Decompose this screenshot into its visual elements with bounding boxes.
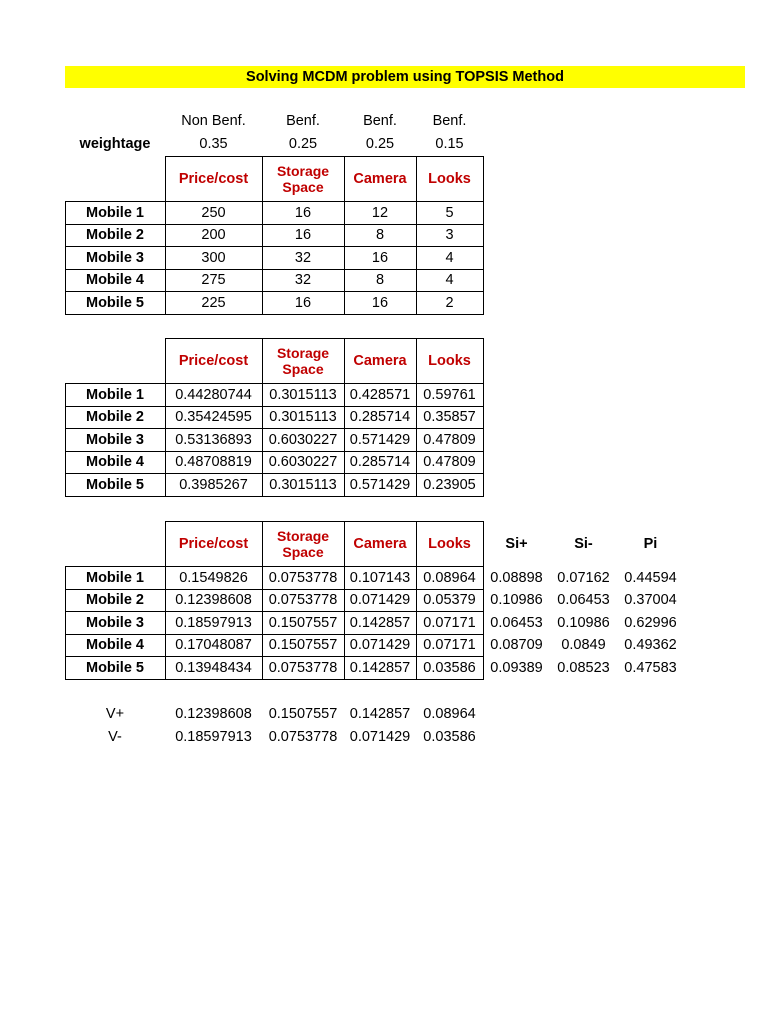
table-cell: 250 [201,204,226,221]
table-cell: 0.59761 [423,386,476,403]
grid-line [65,473,484,474]
table-cell: 16 [371,294,389,311]
table-cell: 0.62996 [624,614,677,631]
v-minus-label: V- [108,728,122,745]
weightage-label: weightage [79,135,151,152]
ideal-value: 0.03586 [423,728,476,745]
column-header-price-cost: Price/cost [178,352,249,369]
grid-line [344,521,345,567]
table-cell: 0.48708819 [175,454,252,470]
grid-line [416,338,417,384]
table-cell: 0.06453 [557,592,610,608]
criteria-type-label: Benf. [286,113,320,129]
column-header-storage-space: Storage Space [276,527,330,560]
row-label: Mobile 1 [85,204,144,221]
table-cell: 0.071429 [349,637,411,653]
table-cell: 0.17048087 [175,637,252,653]
table-cell: 0.1507557 [268,637,338,653]
table-cell: 0.47583 [624,659,677,676]
grid-line [483,338,484,384]
grid-line [416,201,417,315]
table-cell: 4 [445,249,454,266]
table-cell: 0.3985267 [179,476,248,493]
si-plus-header: Si+ [505,535,528,552]
table-cell: 0.285714 [349,454,411,470]
ideal-value: 0.1507557 [268,705,338,722]
grid-line [65,383,484,384]
row-label: Mobile 3 [85,431,144,448]
table-cell: 16 [294,294,312,311]
grid-line [65,201,484,202]
table-cell: 0.37004 [624,592,677,608]
grid-line [65,383,66,497]
table-cell: 200 [201,227,226,243]
grid-line [65,611,484,612]
grid-line [483,566,484,680]
table-cell: 0.6030227 [268,431,338,448]
table-cell: 0.44280744 [175,386,252,403]
table-cell: 0.10986 [490,592,543,608]
ideal-value: 0.08964 [423,705,476,722]
grid-line [344,201,345,315]
table-cell: 0.35424595 [175,409,252,425]
table-cell: 0.35857 [423,409,476,425]
table-cell: 0.0753778 [268,592,338,608]
grid-line [262,521,263,567]
row-label: Mobile 4 [85,454,144,470]
table-cell: 0.3015113 [269,386,337,403]
grid-line [416,566,417,680]
column-header-camera: Camera [353,352,407,369]
row-label: Mobile 3 [85,249,144,266]
column-header-looks: Looks [428,352,471,369]
grid-line [344,566,345,680]
grid-line [165,201,166,315]
table-cell: 0.142857 [349,614,411,631]
grid-line [262,566,263,680]
table-cell: 0.12398608 [175,592,252,608]
row-label: Mobile 5 [85,294,144,311]
table-cell: 32 [294,249,312,266]
grid-line [262,201,263,315]
table-cell: 0.23905 [423,476,476,493]
grid-line [416,383,417,497]
row-label: Mobile 1 [85,386,144,403]
column-header-storage-space: Storage Space [276,344,330,377]
table-cell: 275 [201,272,226,288]
criteria-type-label: Benf. [432,113,467,129]
pi-header: Pi [643,535,658,552]
grid-line [262,156,263,202]
row-label: Mobile 3 [85,614,144,631]
table-cell: 0.53136893 [175,431,252,448]
table-cell: 0.3015113 [269,409,337,425]
row-label: Mobile 4 [85,272,144,288]
grid-line [416,521,417,567]
ideal-value: 0.071429 [349,728,411,745]
grid-line [165,338,166,384]
row-label: Mobile 5 [85,659,144,676]
row-label: Mobile 2 [85,409,144,425]
table-cell: 0.571429 [349,476,411,493]
table-cell: 0.08523 [557,659,610,676]
grid-line [165,521,166,567]
grid-line [65,566,66,680]
row-label: Mobile 2 [85,592,144,608]
table-cell: 0.06453 [490,614,543,631]
table-cell: 4 [445,272,454,288]
grid-line [165,521,484,522]
v-plus-label: V+ [105,705,125,722]
grid-line [165,566,166,680]
grid-line [65,451,484,452]
grid-line [344,338,345,384]
grid-line [65,566,484,567]
table-cell: 16 [294,227,312,243]
grid-line [65,269,484,270]
grid-line [165,156,166,202]
table-cell: 0.0849 [561,637,606,653]
weight-value: 0.25 [288,135,318,152]
table-cell: 300 [201,249,226,266]
grid-line [65,428,484,429]
ideal-value: 0.0753778 [268,728,338,745]
grid-line [262,383,263,497]
weight-value: 0.15 [435,135,464,152]
column-header-looks: Looks [428,170,471,187]
column-header-camera: Camera [353,535,407,552]
row-label: Mobile 4 [85,637,144,653]
table-cell: 5 [445,204,454,221]
grid-line [65,634,484,635]
grid-line [65,246,484,247]
table-cell: 0.10986 [557,614,610,631]
ideal-value: 0.142857 [349,705,411,722]
column-header-price-cost: Price/cost [178,535,249,552]
grid-line [65,201,66,315]
table-cell: 16 [371,249,389,266]
column-header-storage-space: Storage Space [276,162,330,195]
grid-line [165,383,166,497]
grid-line [483,156,484,202]
grid-line [344,156,345,202]
table-cell: 0.0753778 [268,569,338,586]
table-cell: 0.071429 [349,592,411,608]
si-minus-header: Si- [574,535,593,552]
table-cell: 0.07171 [423,637,476,653]
table-cell: 0.1507557 [268,614,338,631]
grid-line [483,201,484,315]
row-label: Mobile 1 [85,569,144,586]
grid-line [65,496,484,497]
grid-line [416,156,417,202]
table-cell: 8 [375,272,385,288]
table-cell: 8 [375,227,385,243]
row-label: Mobile 5 [85,476,144,493]
row-label: Mobile 2 [85,227,144,243]
column-header-camera: Camera [353,170,407,187]
criteria-type-label: Benf. [363,113,397,129]
column-header-looks: Looks [428,535,471,552]
table-cell: 0.428571 [349,386,411,403]
grid-line [165,156,484,157]
table-cell: 2 [445,294,454,311]
table-cell: 16 [294,204,312,221]
weight-value: 0.25 [365,135,395,152]
table-cell: 0.07171 [423,614,476,631]
table-cell: 0.44594 [624,569,677,586]
grid-line [65,589,484,590]
table-cell: 0.08709 [490,637,543,653]
column-header-price-cost: Price/cost [178,170,249,187]
grid-line [65,679,484,680]
grid-line [65,224,484,225]
table-cell: 0.571429 [349,431,411,448]
table-cell: 0.285714 [349,409,411,425]
table-cell: 0.13948434 [175,659,252,676]
table-cell: 0.07162 [557,569,610,586]
grid-line [344,383,345,497]
weight-value: 0.35 [199,135,228,152]
table-cell: 0.08898 [490,569,543,586]
table-cell: 0.18597913 [175,614,252,631]
table-cell: 32 [294,272,312,288]
table-cell: 0.47809 [423,431,476,448]
table-cell: 0.3015113 [269,476,337,493]
grid-line [65,291,484,292]
table-cell: 0.08964 [423,569,476,586]
page-title: Solving MCDM problem using TOPSIS Method [65,66,745,88]
table-cell: 0.6030227 [268,454,338,470]
table-cell: 0.03586 [423,659,476,676]
table-cell: 3 [445,227,454,243]
table-cell: 0.09389 [490,659,543,676]
ideal-value: 0.18597913 [175,728,252,745]
grid-line [65,406,484,407]
grid-line [483,383,484,497]
table-cell: 0.05379 [423,592,476,608]
table-cell: 225 [201,294,226,311]
table-cell: 0.49362 [624,637,677,653]
ideal-value: 0.12398608 [175,705,252,722]
criteria-type-label: Non Benf. [181,113,246,129]
table-cell: 0.107143 [349,569,411,586]
table-cell: 0.47809 [423,454,476,470]
table-cell: 0.142857 [349,659,411,676]
table-cell: 12 [371,204,389,221]
table-cell: 0.1549826 [179,569,248,586]
table-cell: 0.0753778 [268,659,338,676]
grid-line [65,656,484,657]
grid-line [65,314,484,315]
grid-line [483,521,484,567]
grid-line [262,338,263,384]
grid-line [165,338,484,339]
